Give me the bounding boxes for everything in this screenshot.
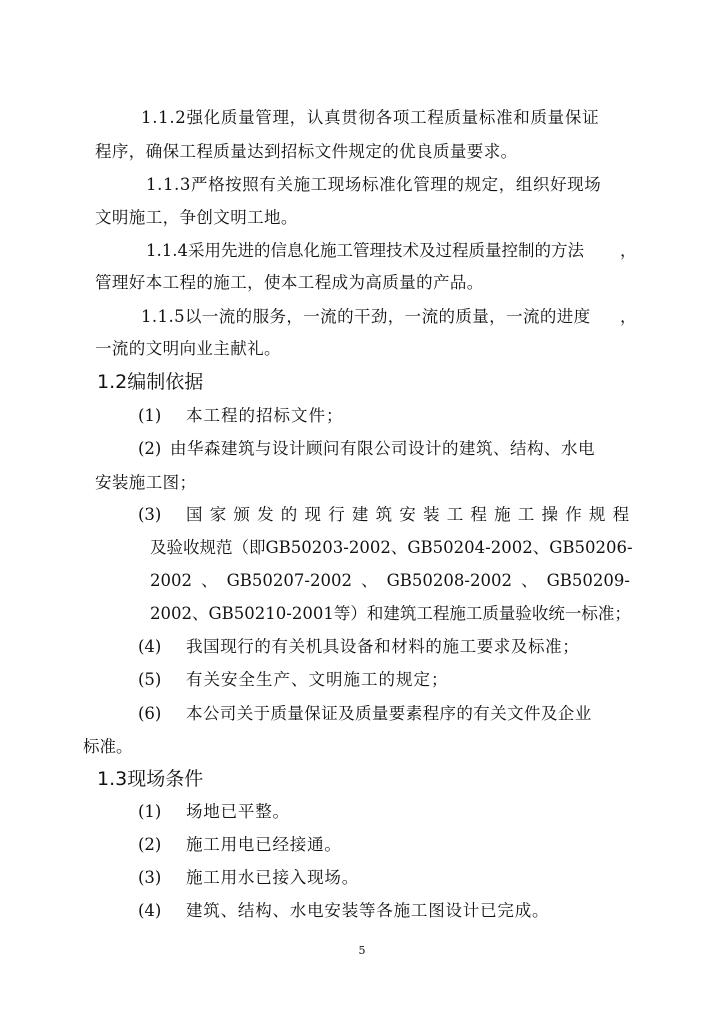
item-12-6-num: (6): [138, 704, 162, 723]
item-12-4-text: 我国现行的有关机具设备和材料的施工要求及标准；: [186, 637, 580, 656]
item-13-3-num: (3): [138, 868, 162, 887]
item-12-2-text: 由华森建筑与设计顾问有限公司设计的建筑、结构、水电: [170, 439, 595, 458]
item-12-1-text: 本工程的招标文件；: [186, 406, 344, 425]
para-114-line2: 管理好本工程的施工，使本工程成为高质量的产品。: [95, 273, 484, 292]
std-part: GB50207-2002: [226, 571, 352, 590]
std-sep: 、: [521, 571, 538, 590]
item-12-1-num: (1): [138, 406, 162, 425]
item-13-4-num: (4): [138, 901, 162, 920]
item-12-6-text: 本公司关于质量保证及质量要素程序的有关文件及企业: [186, 704, 592, 723]
item-13-2-text: 施工用电已经接通。: [186, 835, 342, 854]
para-112-line1: 1.1.2强化质量管理，认真贯彻各项工程质量标准和质量保证: [141, 108, 600, 127]
std-part: 2002: [150, 571, 192, 590]
std-part: GB50208-2002: [386, 571, 512, 590]
std-sep: 、: [201, 571, 218, 590]
para-113-line1: 1.1.3严格按照有关施工现场标准化管理的规定，组织好现场: [146, 175, 602, 194]
para-115-line2: 一流的文明向业主献礼。: [95, 339, 281, 358]
item-12-4-num: (4): [138, 637, 162, 656]
std-sep: 、: [361, 571, 378, 590]
item-12-3-cont1: 及验收规范（即GB50203-2002、GB50204-2002、GB50206-: [150, 538, 633, 557]
item-12-3-cont3: 2002、GB50210-2001等）和建筑工程施工质量验收统一标准；: [150, 604, 631, 623]
item-13-2-num: (2): [138, 835, 162, 854]
item-13-4-text: 建筑、结构、水电安装等各施工图设计已完成。: [186, 901, 550, 920]
item-12-3-num: (3): [138, 505, 162, 524]
section-12-heading: 1.2编制依据: [97, 371, 204, 393]
para-113-line2: 文明施工，争创文明工地。: [95, 208, 298, 227]
section-13-heading: 1.3现场条件: [97, 768, 204, 790]
item-12-2-num: (2): [138, 439, 162, 458]
para-115-line1: 1.1.5以一流的服务，一流的干劲，一流的质量，一流的进度: [141, 307, 591, 326]
std-part: GB50209-: [546, 571, 630, 590]
para-112-line2: 程序，确保工程质量达到招标文件规定的优良质量要求。: [95, 142, 518, 161]
item-12-3-text: 国家颁发的现行建筑安装工程施工操作规程: [186, 505, 637, 524]
para-115-comma: ，: [620, 307, 637, 326]
item-12-5-text: 有关安全生产、文明施工的规定；: [186, 670, 449, 689]
para-114-line1: 1.1.4采用先进的信息化施工管理技术及过程质量控制的方法: [146, 241, 584, 260]
item-12-3-cont2: [150, 570, 630, 592]
page-number: 5: [358, 944, 366, 957]
item-12-5-num: (5): [138, 670, 162, 689]
item-13-3-text: 施工用水已接入现场。: [186, 868, 359, 887]
para-114-comma: ，: [620, 241, 637, 260]
item-13-1-num: (1): [138, 802, 162, 821]
item-12-6-cont: 标准。: [83, 737, 133, 756]
item-12-2-cont: 安装施工图；: [95, 473, 197, 492]
item-13-1-text: 场地已平整。: [186, 802, 290, 821]
